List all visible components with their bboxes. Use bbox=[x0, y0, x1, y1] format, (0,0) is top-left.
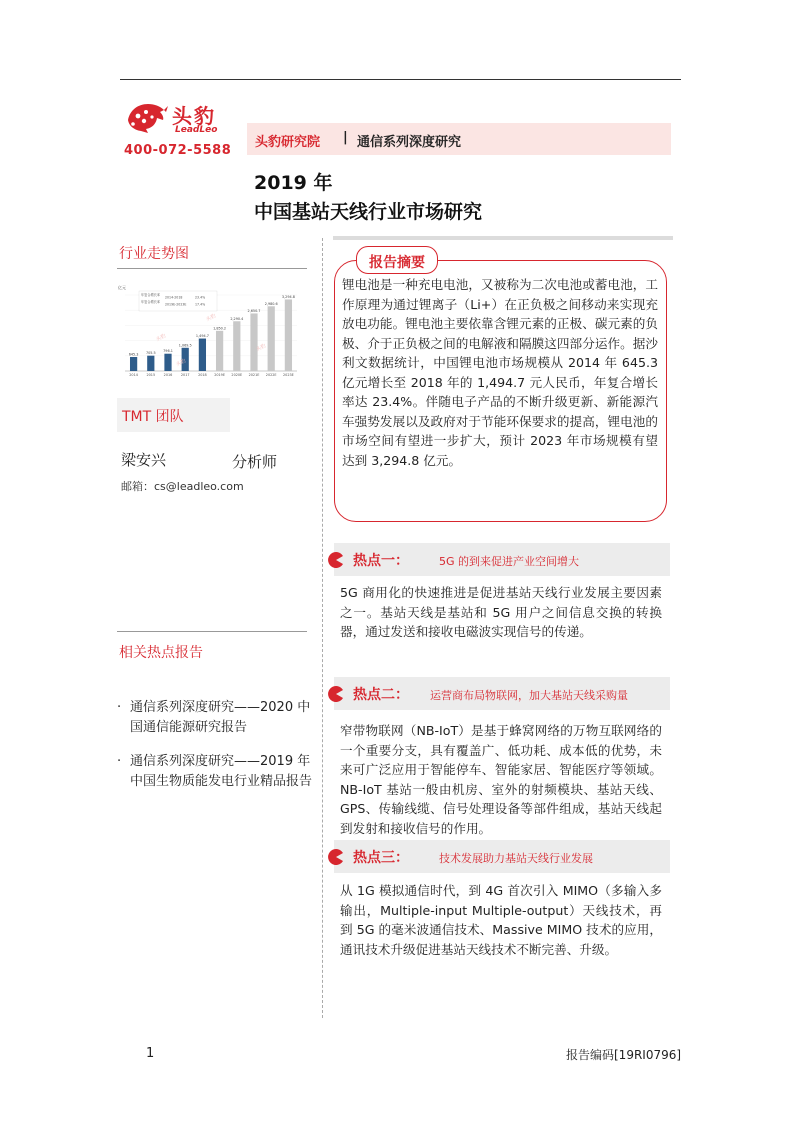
hotspot-2-header bbox=[334, 677, 670, 710]
x-tick-label: 2023E bbox=[283, 373, 294, 377]
bar bbox=[216, 331, 223, 371]
trend-rule bbox=[117, 268, 307, 269]
x-tick-label: 2014 bbox=[129, 373, 138, 377]
legend-range: 2019E-2023E bbox=[165, 302, 187, 307]
related-section-label: 相关热点报告 bbox=[119, 645, 203, 661]
institute-name: 头豹研究院 bbox=[255, 135, 321, 150]
related-report-title: 通信系列深度研究——2019 年中国生物质能发电行业精品报告 bbox=[130, 754, 313, 789]
page-number: 1 bbox=[146, 1046, 155, 1061]
logo-wordmark-cn: 头豹 bbox=[172, 104, 216, 128]
bullet-icon: · bbox=[117, 754, 122, 769]
legend-name: 年复合增长率 bbox=[141, 300, 161, 304]
report-code: 报告编码[19RI0796] bbox=[566, 1048, 682, 1062]
phone-number: 400-072-5588 bbox=[124, 143, 232, 158]
bar bbox=[233, 321, 240, 371]
pie-marker-icon bbox=[328, 849, 344, 865]
hotspot-3-text: 从 1G 模拟通信时代，到 4G 首次引入 MIMO（多输入多输出，Multiple-input Multiple-output）天线技术，再到 5G 的毫米波通信技术、Massive MIMO 技术的应用，通讯技术升级促进基站天线技术不断完善、升级。 bbox=[340, 883, 662, 957]
hotspot-3-label: 热点三： bbox=[353, 850, 409, 866]
bar bbox=[250, 313, 257, 371]
header-band bbox=[247, 123, 671, 155]
bar bbox=[147, 356, 154, 371]
x-tick-label: 2021E bbox=[248, 373, 260, 377]
summary-tag-label: 报告摘要 bbox=[369, 255, 425, 271]
hotspot-2-text: 窄带物联网（NB-IoT）是基于蜂窝网络的万物互联网络的一个重要分支，具有覆盖广、低功耗、成本低的优势，未来可广泛应用于智能停车、智能家居、智能医疗等领域。NB-IoT 基站一般由机房、室外的射频模块、基站天线、GPS、传输线缆、信号处理设备等部件组成，基站天线起到发射和接收信号的作用。 bbox=[340, 723, 662, 836]
pie-marker-icon bbox=[328, 552, 344, 568]
hotspot-1-label: 热点一： bbox=[353, 553, 409, 569]
x-tick-label: 2019E bbox=[214, 373, 225, 377]
bar-value-label: 796.1 bbox=[163, 349, 173, 354]
hotspot-1-text: 5G 商用化的快速推进是促进基站天线行业发展主要因素之一。基站天线是基站和 5G 用户之间信息交换的转换器，通过发送和接收电磁波实现信号的传递。 bbox=[340, 585, 662, 639]
team-label: TMT 团队 bbox=[122, 409, 184, 425]
report-title-year: 2019 年 bbox=[254, 172, 333, 194]
chart-watermark: 头豹 bbox=[205, 313, 217, 323]
leopard-logo-icon bbox=[124, 98, 168, 134]
related-report-item[interactable] bbox=[119, 698, 314, 738]
bar-value-label: 1,850.2 bbox=[213, 326, 227, 331]
hotspot-3-header bbox=[334, 840, 670, 873]
x-tick-label: 2016 bbox=[163, 373, 173, 377]
chart-watermark: 头豹 bbox=[175, 358, 187, 368]
related-report-list bbox=[119, 698, 314, 806]
bar bbox=[130, 357, 137, 371]
bar bbox=[199, 339, 206, 371]
legend-name: 年复合增长率 bbox=[141, 293, 161, 297]
trend-chart-svg bbox=[117, 281, 300, 381]
column-divider bbox=[322, 238, 323, 1018]
series-name: 通信系列深度研究 bbox=[357, 135, 462, 150]
legend-value: 17.4% bbox=[195, 302, 206, 307]
legend-range: 2014-2018 bbox=[165, 295, 183, 300]
summary-text: 锂电池是一种充电电池，又被称为二次电池或蓄电池，工作原理为通过锂离子（Li+）在正负极之间移动来实现充放电功能。锂电池主要依靠含锂元素的正极、碳元素的负极、介于正负极之间的电解液和隔膜这四部分运作。据沙利文数据统计，中国锂电池市场规模从 2014 年 645.3 亿元增长至 2018 年的 1,494.7 元人民币，年复合增长率达 23.4%。伴随电子产品的不断升级更新、新能源汽车强势发展以及政府对于节能环保要求的提高，锂电池的市场空间有望进一步扩大，预计 2023 年市场规模有望达到 3,294.8 亿元。 bbox=[342, 277, 658, 468]
hotspot-1-header bbox=[334, 543, 670, 576]
header-separator: | bbox=[343, 130, 348, 145]
chart-watermark: 头豹 bbox=[255, 343, 267, 353]
hotspot-2-label: 热点二： bbox=[353, 687, 409, 703]
chart-legend bbox=[139, 291, 217, 311]
related-rule bbox=[117, 631, 307, 632]
analyst-role: 分析师 bbox=[232, 453, 278, 471]
hotspot-3-topic: 技术发展助力基站天线行业发展 bbox=[439, 852, 593, 865]
bar-value-label: 705.5 bbox=[145, 351, 156, 356]
x-tick-label: 2022E bbox=[265, 373, 277, 377]
bar-value-label: 3,294.8 bbox=[281, 294, 295, 299]
bar-value-label: 2,980.6 bbox=[264, 301, 278, 306]
bar bbox=[164, 354, 171, 371]
trend-section-label: 行业走势图 bbox=[119, 246, 189, 262]
bar-value-label: 2,290.4 bbox=[230, 316, 244, 321]
logo-wordmark-en: LeadLeo bbox=[175, 125, 218, 135]
y-axis-label: 亿元 bbox=[118, 285, 126, 290]
analyst-email[interactable]: 邮箱：cs@leadleo.com bbox=[121, 480, 244, 493]
x-tick-label: 2020E bbox=[231, 373, 243, 377]
top-rule bbox=[120, 79, 681, 80]
pie-marker-icon bbox=[328, 686, 344, 702]
summary-tag bbox=[356, 246, 438, 274]
report-title: 中国基站天线行业市场研究 bbox=[254, 201, 483, 223]
bullet-icon: · bbox=[117, 700, 122, 715]
legend-value: 23.4% bbox=[195, 295, 206, 300]
related-report-title: 通信系列深度研究——2020 中国通信能源研究报告 bbox=[130, 700, 311, 735]
x-tick-label: 2017 bbox=[180, 373, 190, 377]
x-tick-label: 2015 bbox=[146, 373, 156, 377]
hotspot-2-topic: 运营商布局物联网，加大基站天线采购量 bbox=[430, 689, 628, 702]
trend-chart bbox=[117, 281, 300, 381]
hotspot-1-topic: 5G 的到来促进产业空间增大 bbox=[439, 555, 580, 568]
analyst-name: 梁安兴 bbox=[121, 451, 167, 469]
bar-value-label: 1,494.7 bbox=[195, 334, 209, 339]
x-tick-label: 2018 bbox=[198, 373, 207, 377]
bar bbox=[268, 306, 275, 371]
chart-watermark: 头豹 bbox=[155, 333, 167, 343]
bar-value-label: 2,650.7 bbox=[247, 308, 261, 313]
bar bbox=[285, 299, 292, 371]
bar-value-label: 1,069.5 bbox=[178, 343, 192, 348]
bar-value-label: 645.3 bbox=[128, 352, 139, 357]
summary-rule bbox=[333, 236, 673, 240]
related-report-item[interactable] bbox=[119, 752, 314, 792]
team-label-box bbox=[117, 398, 230, 432]
